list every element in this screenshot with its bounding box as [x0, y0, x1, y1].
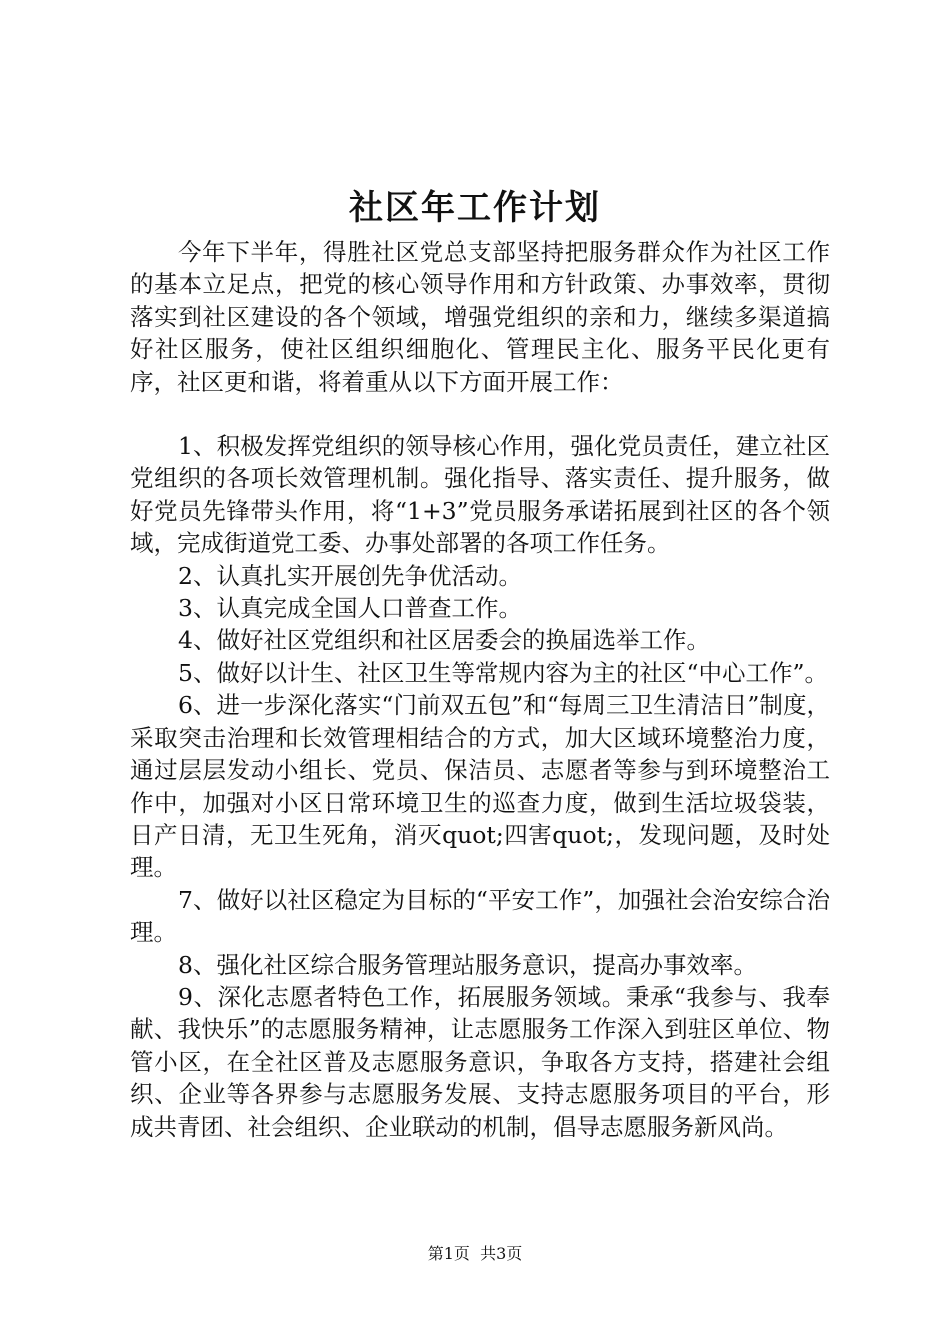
page-footer: 第1页 共3页	[427, 1244, 523, 1263]
list-item-4: 4、做好社区党组织和社区居委会的换届选举工作。	[178, 626, 710, 655]
list-item-8: 8、强化社区综合服务管理站服务意识，提高办事效率。	[178, 950, 757, 979]
list-item-2: 2、认真扎实开展创先争优活动。	[178, 561, 522, 590]
intro-paragraph: 今年下半年，得胜社区党总支部坚持把服务群众作为社区工作的基本立足点，把党的核心领导作用和方针政策、办事效率，贯彻落实到社区建设的各个领域，增强党组织的亲和力，继续多渠道搞好社区服务，使社区组织细胞化、管理民主化、服务平民化更有序，社区更和谐，将着重从以下方面开展工作：	[130, 238, 830, 396]
list-item-9: 9、深化志愿者特色工作，拓展服务领域。秉承“我参与、我奉献、我快乐”的志愿服务精神，让志愿服务工作深入到驻区单位、物管小区，在全社区普及志愿服务意识，争取各方支持，搭建社会组织、企业等各界参与志愿服务发展、支持志愿服务项目的平台，形成共青团、社会组织、企业联动的机制，倡导志愿服务新风尚。	[130, 982, 830, 1141]
list-item-7: 7、做好以社区稳定为目标的“平安工作”，加强社会治安综合治理。	[130, 885, 830, 947]
list-item-5: 5、做好以计生、社区卫生等常规内容为主的社区“中心工作”。	[178, 658, 828, 687]
list-item-1: 1、积极发挥党组织的领导核心作用，强化党员责任，建立社区党组织的各项长效管理机制。强化指导、落实责任、提升服务，做好党员先锋带头作用，将“1+3”党员服务承诺拓展到社区的各个领域，完成街道党工委、办事处部署的各项工作任务。	[130, 432, 830, 558]
list-item-6: 6、进一步深化落实“门前双五包”和“每周三卫生清洁日”制度，采取突击治理和长效管理相结合的方式，加大区域环境整治力度，通过层层发动小组长、党员、保洁员、志愿者等参与到环境整治工作中，加强对小区日常环境卫生的巡查力度，做到生活垃圾袋装，日产日清，无卫生死角，消灭quot;四害quot;，发现问题，及时处理。	[130, 691, 830, 882]
document-title: 社区年工作计划	[349, 188, 601, 228]
list-item-3: 3、认真完成全国人口普查工作。	[178, 594, 522, 623]
document-body	[130, 236, 830, 1143]
